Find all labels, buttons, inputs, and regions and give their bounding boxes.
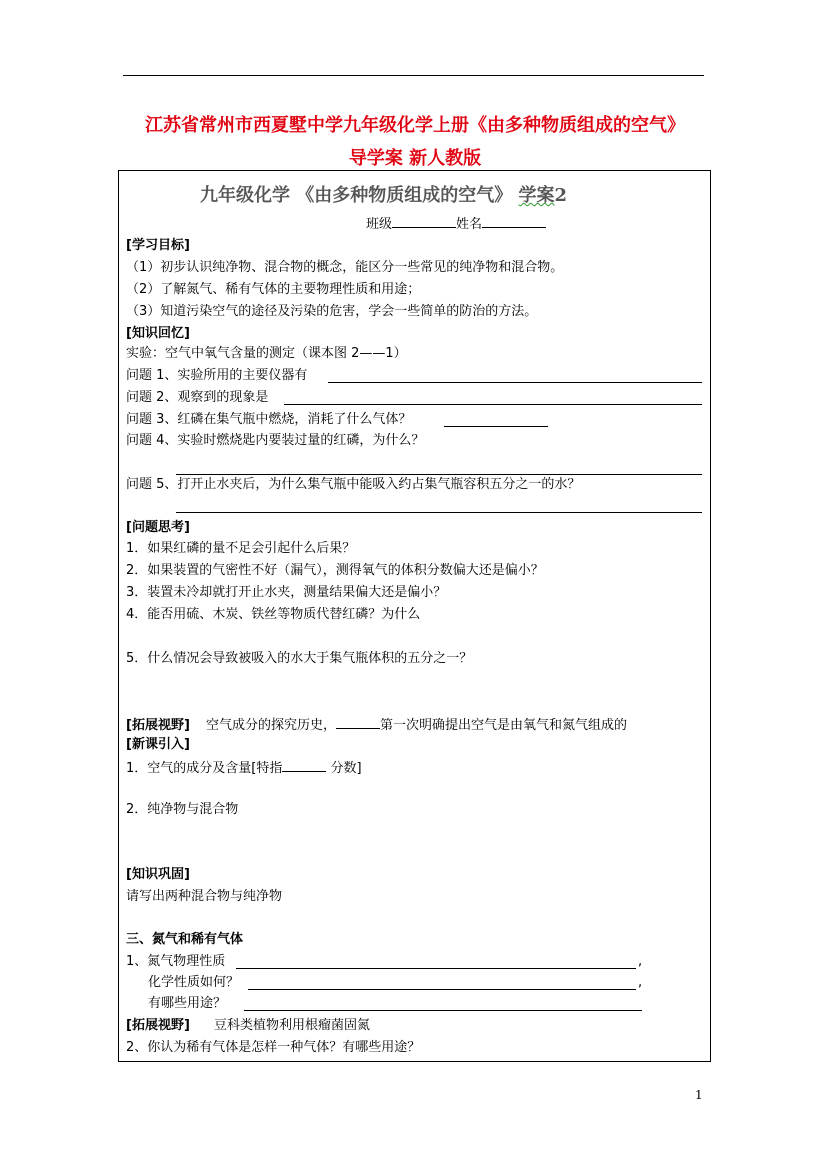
name-blank[interactable] xyxy=(482,215,546,228)
expand-heading: [拓展视野] xyxy=(126,718,190,733)
expand-nitrogen-row xyxy=(126,1018,370,1034)
question-2: 问题 2、观察到的现象是 xyxy=(126,390,269,405)
nitrogen-chemical-property: 化学性质如何？ xyxy=(148,975,240,990)
noble-gas-question: 2、你认为稀有气体是怎样一种气体？有哪些用途？ xyxy=(126,1040,421,1055)
thinking-item: 2．如果装置的气密性不好（漏气），测得氧气的体积分数偏大还是偏小？ xyxy=(126,563,544,578)
answer-line-physical[interactable] xyxy=(236,968,636,969)
worksheet-title-number: 2 xyxy=(554,185,568,206)
question-3: 问题 3、红磷在集气瓶中燃烧，消耗了什么气体？ xyxy=(126,412,412,427)
consolidate-text: 请写出两种混合物与纯净物 xyxy=(126,889,283,904)
newlesson-heading: [新课引入] xyxy=(126,737,190,752)
expand-history-row xyxy=(126,716,627,734)
worksheet-title xyxy=(200,181,567,207)
document-title-line1: 江苏省常州市西夏墅中学九年级化学上册《由多种物质组成的空气》 xyxy=(145,115,685,136)
answer-line-q1[interactable] xyxy=(328,382,702,383)
page-number: 1 xyxy=(695,1088,703,1102)
comma: , xyxy=(638,954,643,969)
fraction-type-blank[interactable] xyxy=(282,759,326,772)
thinking-item: 1．如果红磷的量不足会引起什么后果？ xyxy=(126,541,356,556)
answer-line-chemical[interactable] xyxy=(248,989,636,990)
question-5: 问题 5、打开止水夹后，为什么集气瓶中能吸入约占集气瓶容积五分之一的水？ xyxy=(126,477,581,492)
nitrogen-uses: 有哪些用途？ xyxy=(148,996,227,1011)
document-title-line2: 导学案 新人教版 xyxy=(348,148,482,169)
question-4: 问题 4、实验时燃烧匙内要装过量的红磷，为什么？ xyxy=(126,433,425,448)
scientist-blank[interactable] xyxy=(336,716,380,729)
thinking-item: 3．装置未冷却就打开止水夹，测量结果偏大还是偏小？ xyxy=(126,585,447,600)
goal-item: （1）初步认识纯净物、混合物的概念，能区分一些常见的纯净物和混合物。 xyxy=(126,260,564,275)
worksheet-title-suffix: 学案 xyxy=(518,185,555,206)
expand-heading: [拓展视野] xyxy=(126,1018,190,1033)
goal-item: （2）了解氮气、稀有气体的主要物理性质和用途； xyxy=(126,282,421,297)
header-rule xyxy=(123,75,704,76)
answer-line-q2[interactable] xyxy=(284,404,702,405)
experiment-line: 实验：空气中氧气含量的测定（课本图 2——1） xyxy=(126,346,407,361)
class-name-row xyxy=(366,215,546,233)
expand-text-after: 第一次明确提出空气是由氧气和氮气组成的 xyxy=(380,718,628,733)
answer-line-q4[interactable] xyxy=(176,474,702,475)
answer-line-q3[interactable] xyxy=(444,426,548,427)
answer-line-uses[interactable] xyxy=(244,1010,642,1011)
thinking-item: 4．能否用硫、木炭、铁丝等物质代替红磷？为什么 xyxy=(126,607,421,622)
comma: , xyxy=(638,975,643,990)
thinking-heading: [问题思考] xyxy=(126,520,190,535)
consolidate-heading: [知识巩固] xyxy=(126,867,190,882)
nitrogen-physical-property: 1、氮气物理性质 xyxy=(126,954,226,969)
newlesson-item-1 xyxy=(126,759,362,777)
worksheet-title-main: 九年级化学 《由多种物质组成的空气》 xyxy=(200,185,519,206)
newlesson-item-1-text: 1．空气的成分及含量[特指 xyxy=(126,761,283,776)
newlesson-item-2: 2．纯净物与混合物 xyxy=(126,802,239,817)
question-1: 问题 1、实验所用的主要仪器有 xyxy=(126,368,308,383)
review-heading: [知识回忆] xyxy=(126,326,190,341)
expand-nitrogen-text: 豆科类植物利用根瘤菌固氮 xyxy=(214,1018,371,1033)
answer-line-q5[interactable] xyxy=(176,512,702,513)
newlesson-item-1-tail: 分数] xyxy=(326,761,362,776)
thinking-item: 5．什么情况会导致被吸入的水大于集气瓶体积的五分之一？ xyxy=(126,651,473,666)
expand-text-before: 空气成分的探究历史， xyxy=(206,718,337,733)
section3-heading: 三、氮气和稀有气体 xyxy=(126,932,244,947)
goals-heading: [学习目标] xyxy=(126,238,190,253)
class-label: 班级 xyxy=(366,217,393,232)
name-label: 姓名 xyxy=(456,217,483,232)
class-blank[interactable] xyxy=(392,215,456,228)
goal-item: （3）知道污染空气的途径及污染的危害，学会一些简单的防治的方法。 xyxy=(126,304,538,319)
